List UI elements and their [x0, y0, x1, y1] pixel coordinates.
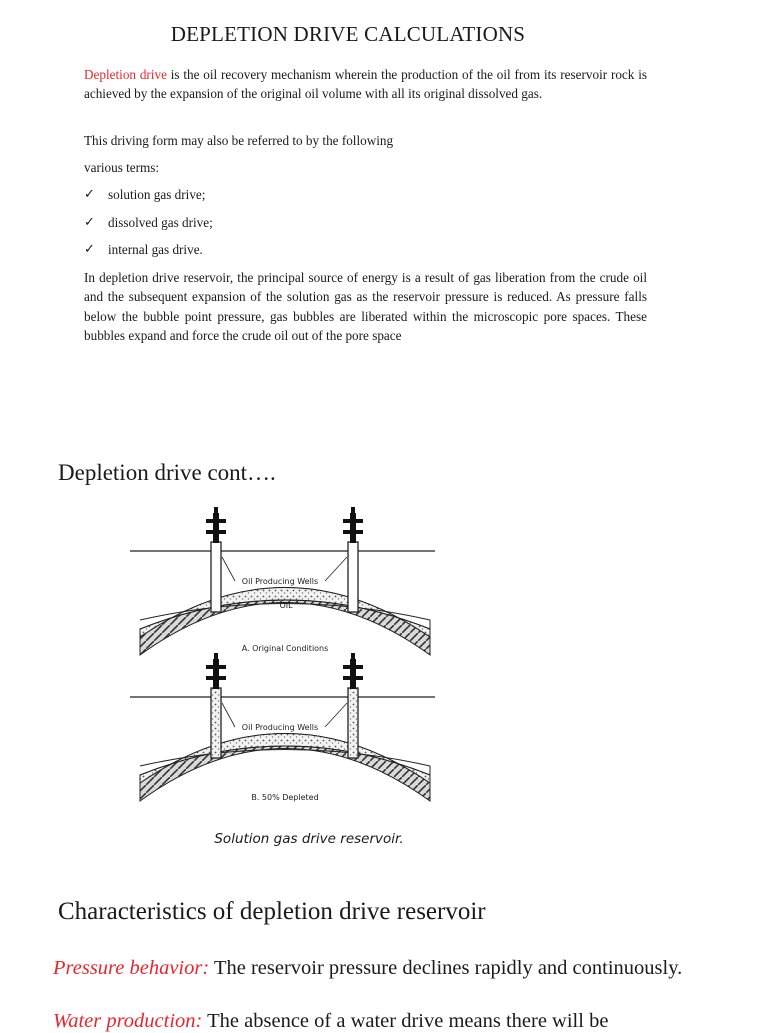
- panel-b-50-depleted: [130, 653, 435, 802]
- figure-caption: Solution gas drive reservoir.: [214, 831, 404, 847]
- driving-form-line: This driving form may also be referred to by the following: [84, 133, 394, 148]
- section-heading-characteristics: Characteristics of depletion drive reservoir: [58, 898, 486, 925]
- section-heading-depletion-cont: Depletion drive cont….: [58, 460, 276, 485]
- panel-a-oil-label: OIL: [279, 601, 293, 610]
- check-icon: ✓: [84, 242, 95, 257]
- pressure-behavior-label: Pressure behavior:: [53, 957, 210, 979]
- wellhead-icon: [343, 507, 363, 543]
- term-label: solution gas drive;: [108, 187, 206, 202]
- intro-paragraph: [84, 65, 647, 104]
- panel-a-wells-label: Oil Producing Wells: [241, 577, 319, 586]
- pressure-behavior-paragraph: [53, 954, 703, 982]
- check-icon: ✓: [84, 214, 95, 230]
- depletion-drive-term: Depletion drive: [84, 67, 167, 82]
- pressure-behavior-text: The reservoir pressure declines rapidly and continuously.: [209, 957, 683, 979]
- panel-b-caption: B. 50% Depleted: [251, 793, 319, 802]
- panel-a-caption: A. Original Conditions: [241, 644, 329, 653]
- water-production-text: The absence of a water drive means there will be: [202, 1010, 609, 1032]
- terms-list: [84, 184, 384, 267]
- intro-text: is the oil recovery mechanism wherein the production of the oil from its reservoir rock is achieved by the expansion of the original oil volume with all its original dissolved gas.: [84, 67, 647, 102]
- check-icon: ✓: [84, 187, 95, 202]
- term-label: internal gas drive.: [108, 242, 203, 257]
- wellhead-icon: [343, 653, 363, 689]
- energy-paragraph: In depletion drive reservoir, the principal source of energy is a result of gas liberation from the crude oil and the subsequent expansion of the solution gas as the reservoir pressure is reduced. As pressure falls below the bubble point pressure, gas bubbles are liberated within the microscopic pore spaces. These bubbles expand and force the crude oil out of the pore space: [84, 270, 647, 343]
- water-production-label: Water production:: [53, 1010, 203, 1032]
- water-production-paragraph: [53, 1010, 608, 1033]
- various-terms-line: various terms:: [84, 160, 160, 175]
- page-title: DEPLETION DRIVE CALCULATIONS: [170, 22, 526, 46]
- list-item: [84, 184, 384, 212]
- list-item: [84, 212, 384, 240]
- list-item: [84, 239, 384, 267]
- term-label: dissolved gas drive;: [108, 214, 213, 230]
- wellhead-icon: [206, 653, 226, 689]
- panel-b-wells-label: Oil Producing Wells: [241, 723, 319, 732]
- wellhead-icon: [206, 507, 226, 543]
- panel-a-original-conditions: [130, 507, 435, 655]
- solution-gas-drive-figure: [130, 505, 440, 805]
